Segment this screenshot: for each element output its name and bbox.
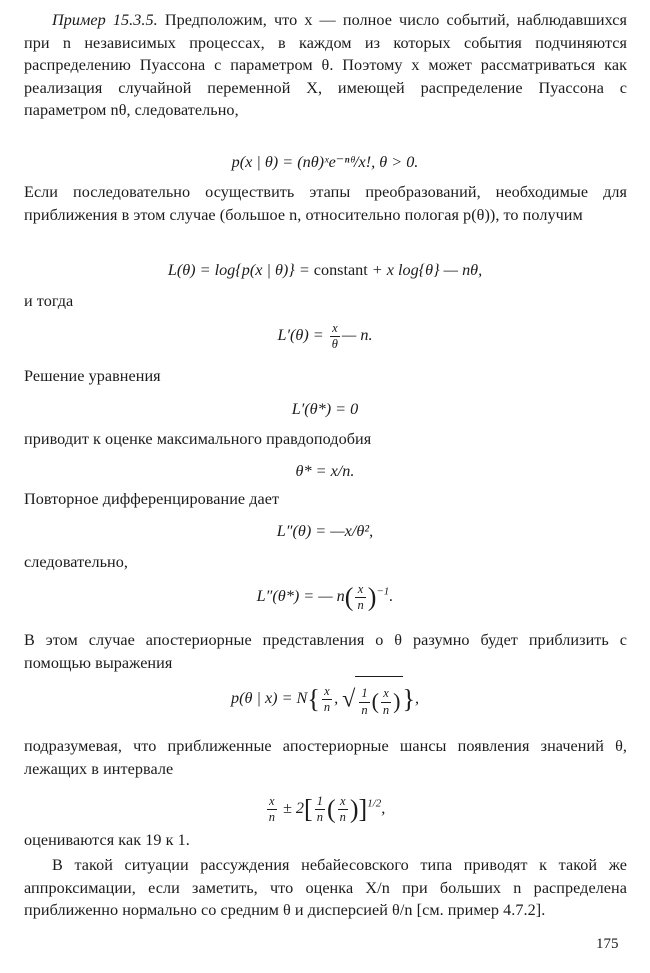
example-label: Пример 15.3.5.	[52, 11, 158, 29]
paragraph-odds: оцениваются как 19 к 1.	[24, 831, 190, 849]
equation-interval: $\frac{x}{n}$ ± 2[ $\frac{1}{n}$ ( $\frac{x}{n}$ )]$^{1/2}$,	[268, 793, 386, 825]
paragraph-second-derivative: Повторное дифференцирование дает	[24, 490, 280, 508]
equation-log-likelihood: L(θ) = log{p(x | θ)} = constant + x log{θ} — nθ,	[167, 261, 483, 279]
equation-score-zero: L′(θ*) = 0	[291, 400, 359, 418]
paragraph-non-bayesian: В такой ситуации рассуждения небайесовского типа приводят к такой же аппроксимации, если заметить, что оценка X/n при больших n распределена приближенно нормально со средним θ и дисперсией θ/n [см. пример 4.7.2].	[24, 856, 627, 919]
equation-mle: θ* = x/n.	[295, 462, 355, 480]
paragraph-solution: Решение уравнения	[24, 367, 161, 385]
paragraph-posterior: В этом случае апостериорные представления о θ разумно будет приблизить с помощью выражения	[24, 631, 627, 672]
equation-second-derivative: L″(θ) = —x/θ²,	[276, 522, 374, 540]
paragraph-mle: приводит к оценке максимального правдоподобия	[24, 430, 372, 448]
paragraph-therefore: следовательно,	[24, 553, 128, 571]
example-text: Предположим, что x — полное число событий, наблюдавшихся при n независимых процессах, в каждом из которых события подчиняются распределению Пуассона с параметром θ. Поэтому x может рассматриваться как реализация случайной переменной X, имеющей распределение Пуассона с параметром nθ, следовательно,	[24, 11, 627, 119]
paragraph-interval: подразумевая, что приближенные апостериорные шансы появления значений θ, лежащих в интервале	[24, 737, 627, 778]
paragraph-transform: Если последовательно осуществить этапы преобразований, необходимые для приближения в этом случае (большое n, относительно пологая p(θ)), то получим	[24, 183, 627, 224]
paragraph-and-then: и тогда	[24, 292, 74, 310]
square-root: √ $\frac{1}{n}$ ( $\frac{x}{n}$ )	[342, 676, 402, 722]
page-number: 175	[596, 936, 619, 952]
equation-second-derivative-at-mle: L″(θ*) = — n( $\frac{x}{n}$ )$^{-1}$.	[256, 581, 394, 613]
example-paragraph	[24, 9, 627, 122]
equation-first-derivative: L′(θ) = $\frac{x}{\theta}$ — n.	[277, 320, 373, 352]
equation-normal-approximation: p(θ | x) = N{ $\frac{x}{n}$ , √ $\frac{1}{n}$ ( $\frac{x}{n}$ )},	[0, 676, 650, 722]
fraction-x-over-theta: $\frac{x}{\theta}$	[331, 320, 338, 352]
equation-poisson: p(x | θ) = (nθ)ˣe⁻ⁿᶿ/x!, θ > 0.	[231, 153, 419, 171]
